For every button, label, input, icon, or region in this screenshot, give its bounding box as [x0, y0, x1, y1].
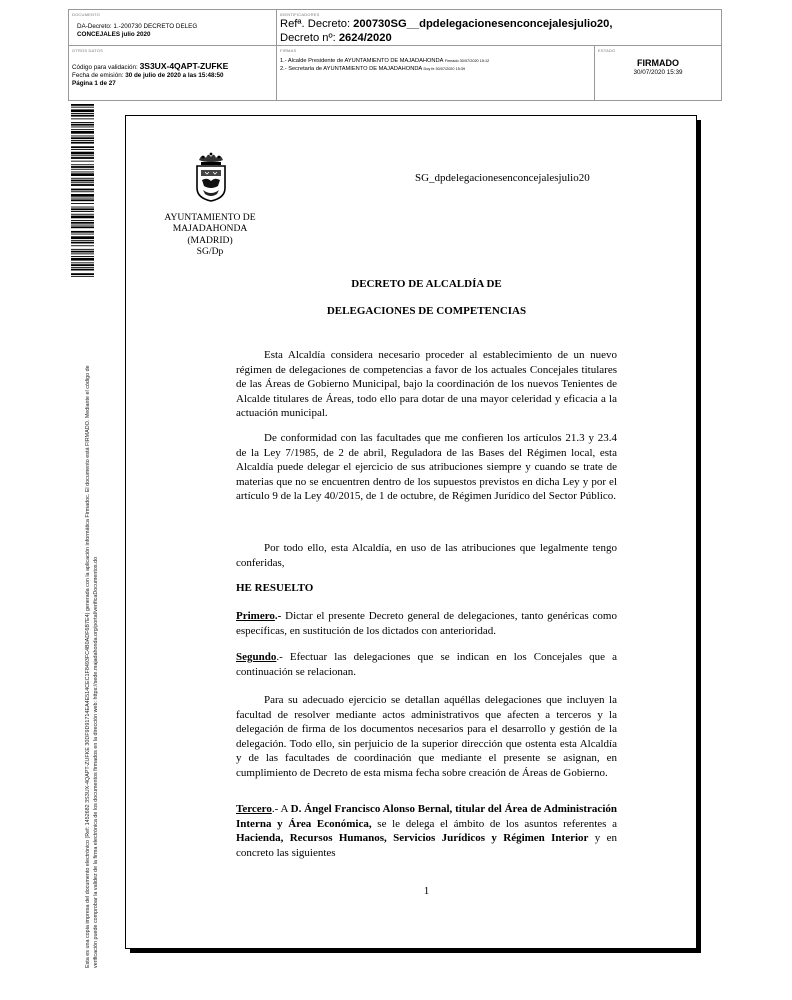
barcode-bar [71, 273, 94, 275]
primero-paragraph [236, 609, 617, 638]
paragraph-4: Para su adecuado ejercicio se detallan aquéllas delegaciones que incluyen la facultad de resolver mediante actos administrativos que afecten a terceros y la delegación de firma de los documentos necesarios para el desarrollo y gestión de la delegación. Todo ello, sin perjuicio de la superior dirección que ostenta esta Alcaldía y de las facultades de coordinación que mediante el presente se asignan, en cumplimiento de Decreto de esta misma fecha sobre creación de Áreas de Gobierno. [236, 694, 617, 779]
letterhead-block [150, 212, 270, 258]
barcode-bar [71, 214, 94, 215]
barcode-bar [71, 124, 94, 126]
side-validation-text-1: Esta es una copia impresa del documento electrónico (Ref: 1452682 3S3UX-4QAPT-ZUFKE 30DF9D91714EA4E514CEC1F8493FC4B0ADF6B7E4) generada con la aplicación informática Firmadoc. El documento está FIRMADO. Mediante el código de [85, 365, 91, 968]
side-validation-text-2: verificación puede comprobar la validez de la firma electrónica de los documentos firmados en la dirección web: https://sede.majadahonda.org/portal/verificaDocumentos.do [93, 556, 99, 968]
barcode [71, 104, 94, 277]
barcode-bar [71, 182, 94, 183]
primero-label: Primero [236, 610, 275, 622]
letterhead-line1: AYUNTAMIENTO DE [164, 212, 256, 223]
barcode-bar [71, 269, 94, 271]
estado-label: ESTADO [598, 48, 616, 53]
estado-date: 30/07/2020 15:39 [633, 69, 683, 76]
barcode-bar [71, 262, 94, 263]
document-reference: SG_dpdelegacionesenconcejalesjulio20 [415, 172, 590, 184]
barcode-bar [71, 203, 94, 204]
barcode-bar [71, 240, 94, 241]
segundo-text: Efectuar las delegaciones que se indican en los Concejales que a continuación se relacionan. [236, 651, 617, 678]
barcode-bar [71, 264, 94, 266]
tercero-mid: se le delega el ámbito de los asuntos referentes a [371, 817, 617, 830]
barcode-bar [71, 127, 94, 128]
tercero-sep: .- [271, 803, 279, 815]
barcode-bar [71, 122, 94, 123]
barcode-bar [71, 225, 94, 226]
pagina-indicator: Página 1 de 27 [72, 80, 116, 87]
codigo-value: 3S3UX-4QAPT-ZUFKE [139, 61, 229, 71]
fecha-label: Fecha de emisión: [72, 72, 124, 79]
barcode-bar [71, 251, 94, 253]
he-resuelto-heading: HE RESUELTO [236, 582, 314, 594]
primero-sep: .- [274, 610, 282, 622]
barcode-bar [71, 220, 94, 221]
barcode-bar [71, 231, 94, 233]
barcode-bar [71, 191, 94, 192]
barcode-bar [71, 140, 94, 141]
barcode-bar [71, 189, 94, 191]
barcode-bar [71, 208, 94, 210]
barcode-bar [71, 164, 94, 165]
barcode-bar [71, 152, 94, 155]
barcode-bar [71, 199, 94, 201]
estado-cell [595, 46, 721, 100]
barcode-bar [71, 109, 94, 112]
barcode-bar [71, 146, 94, 148]
page-number: 1 [423, 885, 430, 897]
barcode-bar [71, 207, 94, 208]
barcode-bar [71, 142, 94, 144]
barcode-bar [71, 178, 94, 179]
tercero-end: y en concreto las siguientes [236, 832, 617, 859]
tercero-bold-1: D. Ángel Francisco Alonso Bernal, titular del Área de Administración Interna y Área Económica, [236, 803, 617, 830]
barcode-bar [71, 253, 94, 254]
barcode-bar [71, 118, 94, 119]
segundo-label: Segundo [236, 651, 277, 663]
ref-value: 200730SG__dpdelegacionesenconcejalesjulio20, [353, 18, 613, 30]
barcode-bar [71, 226, 94, 228]
estado-value: FIRMADO [637, 58, 679, 68]
ref-prefix: Refª. Decreto: [280, 18, 351, 30]
documento-line1: DA-Decreto: 1.-200730 DECRETO DELEG [77, 23, 198, 30]
documento-line2: CONCEJALES julio 2020 [77, 31, 151, 38]
barcode-bar [71, 276, 94, 277]
barcode-bar [71, 107, 94, 108]
barcode-bar [71, 172, 94, 173]
barcode-bar [71, 258, 94, 261]
page-shadow-right [697, 120, 701, 953]
barcode-bar [71, 222, 94, 224]
tercero-label: Tercero [236, 803, 272, 815]
codigo-label: Código para validación: [72, 64, 138, 71]
barcode-bar [71, 216, 94, 219]
barcode-bar [71, 161, 94, 162]
barcode-bar [71, 157, 94, 159]
paragraph-3: Por todo ello, esta Alcaldía, en uso de las atribuciones que legalmente tengo conferidas, [236, 542, 617, 569]
firmas-label: FIRMAS [280, 48, 297, 53]
barcode-bar [71, 129, 94, 130]
tercero-paragraph [236, 802, 617, 860]
barcode-bar [71, 242, 94, 244]
decreto-num-value: 2624/2020 [338, 31, 392, 44]
document-title-line1: DECRETO DE ALCALDÍA DE [351, 278, 502, 290]
documento-label: DOCUMENTO [72, 12, 100, 17]
barcode-bar [71, 169, 94, 170]
barcode-bar [71, 137, 94, 139]
documento-cell [69, 10, 277, 46]
barcode-bar [71, 155, 94, 156]
firma-1: 1.- Alcalde Presidente de AYUNTAMIENTO DE MAJADAHONDA [280, 58, 444, 64]
letterhead-line3: (MADRID) [187, 234, 233, 246]
barcode-bar [71, 173, 94, 176]
firma-2: 2.- Secretaria de AYUNTAMIENTO DE MAJADAHONDA [280, 66, 422, 72]
barcode-bar [71, 245, 94, 246]
barcode-bar [71, 249, 94, 250]
identificadores-cell [277, 10, 721, 46]
firmas-cell [277, 46, 595, 100]
page-shadow-bottom [130, 949, 701, 953]
firma-2-date: Doy fe 30/07/2020 15:39 [423, 67, 466, 71]
barcode-bar [71, 131, 94, 134]
barcode-bar [71, 136, 94, 137]
identificadores-label: IDENTIFICADORES [280, 12, 320, 17]
firma-1-date: Firmado 30/07/2020 15:12 [444, 59, 490, 63]
barcode-bar [71, 236, 94, 239]
segundo-sep: .- [276, 651, 283, 663]
barcode-bar [71, 267, 94, 268]
barcode-bar [71, 211, 94, 212]
otros-datos-cell [69, 46, 277, 100]
paragraph-1: Esta Alcaldía considera necesario proceder al establecimiento de un nuevo régimen de delegaciones de competencias a favor de los actuales Concejales titulares de las Áreas de Gobierno Municipal, bajo la coordinación de los nuevos Tenientes de Alcalde titulares de Áreas, todo ello para dotar de una mayor celeridad y eficacia a la actuación municipal. [236, 349, 617, 420]
tercero-a: A [278, 803, 291, 815]
otros-datos-label: OTROS DATOS [72, 48, 103, 53]
barcode-bar [71, 115, 94, 117]
segundo-paragraph [236, 650, 617, 679]
barcode-bar [71, 149, 94, 150]
paragraph-2: De conformidad con las facultades que me confieren los artículos 21.3 y 23.4 de la Ley 7/1985, de 2 de abril, Reguladora de las Bases del Régimen local, esta Alcaldía puede delegar el ejercicio de sus atribuciones siempre y cuando se trate de materias que no se encuentren dentro de los supuestos previstos en dicha Ley y por el artículo 9 de la Ley 40/2015, de 1 de octubre, de Régimen Jurídico del Sector Público. [236, 432, 617, 503]
barcode-bar [71, 104, 94, 106]
letterhead-line4: SG/Dp [196, 246, 224, 258]
barcode-bar [71, 234, 94, 235]
decreto-num-prefix: Decreto nº: [280, 31, 336, 44]
barcode-bar [71, 184, 94, 186]
barcode-bar [71, 198, 94, 199]
tercero-bold-2: Hacienda, Recursos Humanos, Servicios Jurídicos y Régimen Interior [236, 832, 589, 845]
coat-of-arms-logo [193, 150, 229, 202]
document-header [68, 9, 722, 101]
letterhead-line2: MAJADAHONDA [172, 223, 248, 235]
barcode-bar [71, 166, 94, 168]
barcode-bar [71, 113, 94, 114]
fecha-value: 30 de julio de 2020 a las 15:48:50 [125, 72, 224, 79]
barcode-bar [71, 256, 94, 257]
barcode-bar [71, 180, 94, 182]
document-title-line2: DELEGACIONES DE COMPETENCIAS [326, 305, 527, 317]
barcode-bar [71, 194, 94, 197]
primero-text: Dictar el presente Decreto general de delegaciones, tanto genéricas como específicas, en sustitución de los dictados con anterioridad. [236, 610, 617, 637]
